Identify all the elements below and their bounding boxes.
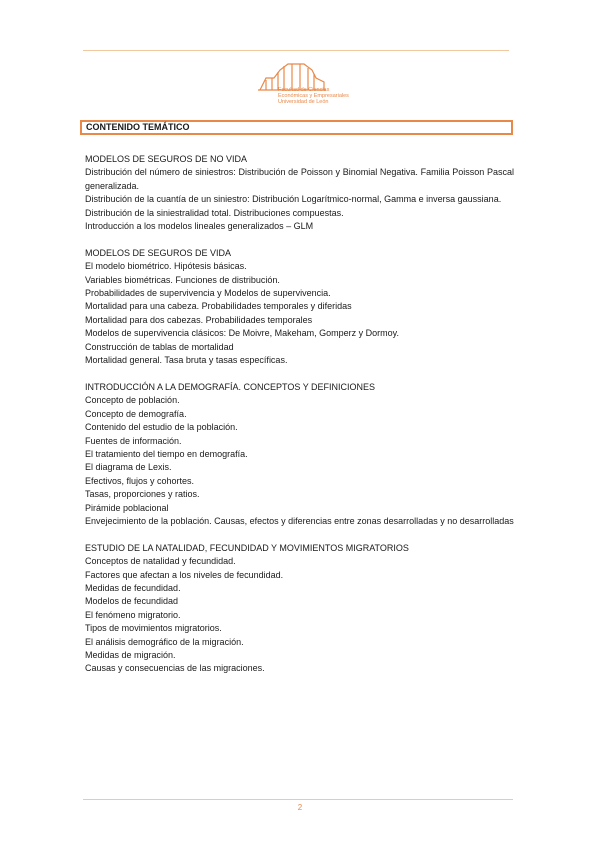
- topic-line: Envejecimiento de la población. Causas, efectos y diferencias entre zonas desarrolladas y no desarrolladas: [85, 515, 514, 526]
- topic-line: Fuentes de información.: [85, 435, 182, 446]
- topic-line: Tasas, proporciones y ratios.: [85, 489, 200, 500]
- topic-line: Distribución del número de siniestros: Distribución de Poisson y Binomial Negativa. Familia Poisson Pascal generalizada.: [85, 167, 514, 191]
- section-title: CONTENIDO TEMÁTICO: [80, 120, 513, 135]
- topic-line: Conceptos de natalidad y fecundidad.: [85, 556, 236, 567]
- topic-line: Factores que afectan a los niveles de fecundidad.: [85, 569, 284, 580]
- logo-line: Facultad de Ciencias: [278, 87, 330, 93]
- topic-line: Medidas de fecundidad.: [85, 582, 181, 593]
- topic-line: Probabilidades de supervivencia y Modelos de supervivencia.: [85, 288, 331, 299]
- topic-line: Causas y consecuencias de las migraciones.: [85, 663, 265, 674]
- topic-line: El tratamiento del tiempo en demografía.: [85, 448, 248, 459]
- topic-heading: MODELOS DE SEGUROS DE VIDA: [85, 247, 232, 258]
- topic-block: [85, 153, 514, 233]
- topic-line: El fenómeno migratorio.: [85, 609, 181, 620]
- topic-line: Distribución de la cuantía de un siniestro: Distribución Logarítmico-normal, Gamma e inversa gaussiana.: [85, 194, 502, 205]
- topic-line: Pirámide poblacional: [85, 502, 169, 513]
- topic-line: Mortalidad para una cabeza. Probabilidades temporales y diferidas: [85, 301, 352, 312]
- topic-heading: INTRODUCCIÓN A LA DEMOGRAFÍA. CONCEPTOS Y DEFINICIONES: [85, 381, 376, 392]
- topic-line: Contenido del estudio de la población.: [85, 422, 238, 433]
- topic-line: Variables biométricas. Funciones de distribución.: [85, 274, 280, 285]
- header-rule: [83, 50, 509, 51]
- block-gap: [85, 367, 514, 380]
- topic-line: Construcción de tablas de mortalidad: [85, 341, 234, 352]
- topic-block: [85, 542, 514, 676]
- block-gap: [85, 233, 514, 246]
- topic-line: Mortalidad para dos cabezas. Probabilidades temporales: [85, 314, 313, 325]
- topic-line: El diagrama de Lexis.: [85, 462, 172, 473]
- topic-line: Introducción a los modelos lineales generalizados – GLM: [85, 221, 314, 232]
- topic-line: Medidas de migración.: [85, 649, 176, 660]
- topic-line: El modelo biométrico. Hipótesis básicas.: [85, 261, 247, 272]
- logo-caption: [278, 87, 349, 106]
- topic-heading: ESTUDIO DE LA NATALIDAD, FECUNDIDAD Y MOVIMIENTOS MIGRATORIOS: [85, 542, 409, 553]
- content-body: [85, 153, 514, 676]
- logo-line: Económicas y Empresariales: [278, 93, 349, 100]
- topic-line: Tipos de movimientos migratorios.: [85, 623, 222, 634]
- topic-line: Concepto de demografía.: [85, 408, 187, 419]
- topic-heading: MODELOS DE SEGUROS DE NO VIDA: [85, 154, 248, 164]
- topic-line: El análisis demográfico de la migración.: [85, 636, 244, 647]
- footer-rule: [83, 799, 513, 800]
- topic-line: Distribución de la siniestralidad total. Distribuciones compuestas.: [85, 207, 344, 218]
- logo-line: Universidad de León: [278, 99, 329, 106]
- topic-line: Modelos de supervivencia clásicos: De Moivre, Makeham, Gomperz y Dormoy.: [85, 328, 399, 339]
- block-gap: [85, 528, 514, 541]
- topic-block: [85, 381, 514, 528]
- page-number: 2: [297, 803, 303, 812]
- topic-block: [85, 247, 514, 368]
- topic-line: Efectivos, flujos y cohortes.: [85, 475, 195, 486]
- topic-line: Concepto de población.: [85, 395, 180, 406]
- topic-line: Modelos de fecundidad: [85, 596, 179, 607]
- topic-line: Mortalidad general. Tasa bruta y tasas específicas.: [85, 355, 288, 366]
